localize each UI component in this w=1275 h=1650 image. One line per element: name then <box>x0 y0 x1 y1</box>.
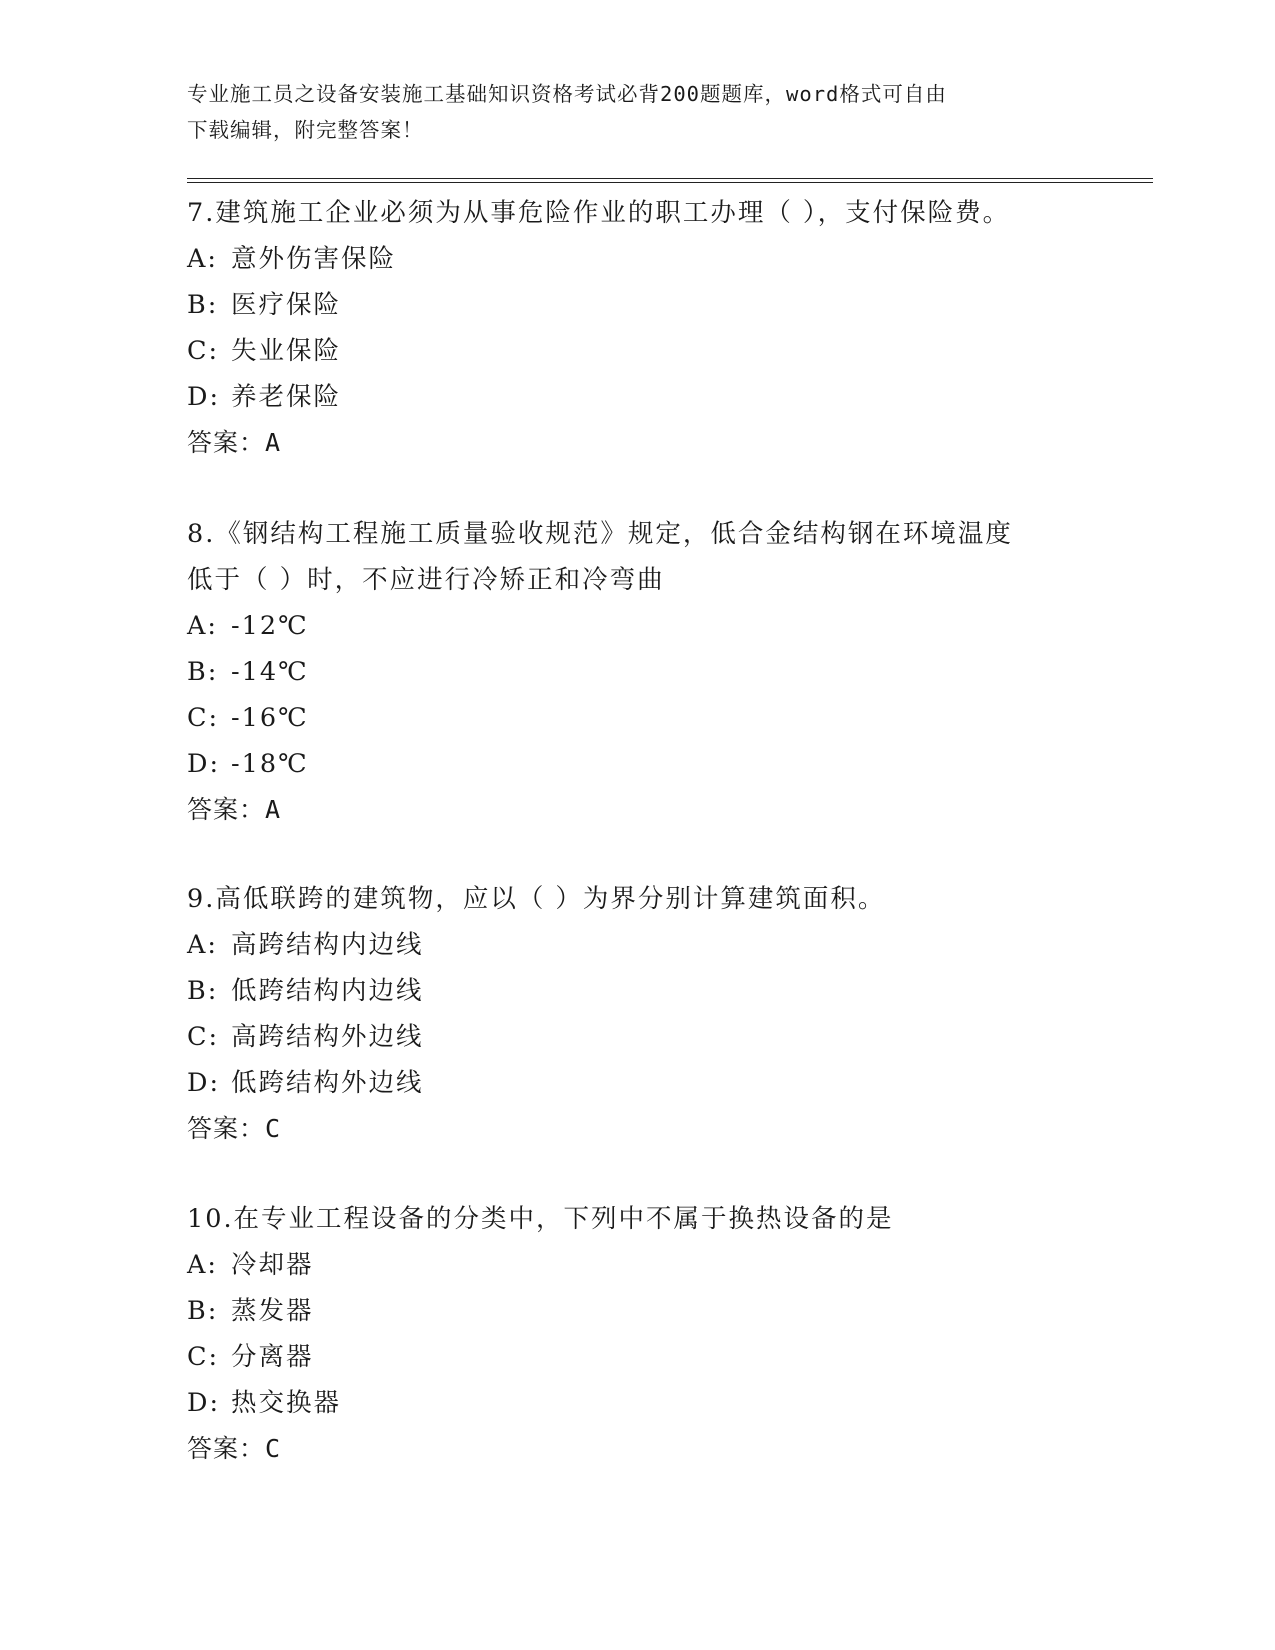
question-stem: 7.建筑施工企业必须为从事危险作业的职工办理（ ），支付保险费。 <box>187 198 1011 228</box>
option-text: -18℃ <box>231 749 309 779</box>
option-key: B: <box>187 290 219 320</box>
question-stem-line-2: 低于（ ）时，不应进行冷矫正和冷弯曲 <box>187 565 665 595</box>
option-key: B: <box>187 976 219 1006</box>
option-text: 低跨结构内边线 <box>231 976 424 1006</box>
option-text: 低跨结构外边线 <box>231 1068 424 1098</box>
header-divider-bottom <box>187 182 1153 183</box>
option-b <box>187 1288 1087 1334</box>
option-key: A: <box>187 930 219 960</box>
option-text: -14℃ <box>231 657 309 687</box>
question-7 <box>187 190 1087 466</box>
question-stem-line-1: 8.《钢结构工程施工质量验收规范》规定，低合金结构钢在环境温度 <box>187 519 1013 549</box>
option-text: 高跨结构外边线 <box>231 1022 424 1052</box>
question-stem: 9.高低联跨的建筑物，应以（ ）为界分别计算建筑面积。 <box>187 884 886 914</box>
option-b <box>187 282 1087 328</box>
option-text: 高跨结构内边线 <box>231 930 424 960</box>
question-10 <box>187 1196 1087 1472</box>
option-c <box>187 1334 1087 1380</box>
option-key: D: <box>187 749 221 779</box>
header-divider-top <box>187 178 1153 179</box>
question-9 <box>187 876 1087 1152</box>
option-text: -12℃ <box>231 611 309 641</box>
option-text: 失业保险 <box>231 336 342 366</box>
option-text: 医疗保险 <box>231 290 342 320</box>
option-text: 热交换器 <box>231 1388 342 1418</box>
option-d <box>187 1380 1087 1426</box>
option-a <box>187 236 1087 282</box>
option-d <box>187 1060 1087 1106</box>
option-d <box>187 374 1087 420</box>
option-c <box>187 1014 1087 1060</box>
option-key: C: <box>187 703 220 733</box>
option-key: D: <box>187 1388 221 1418</box>
option-key: A: <box>187 611 219 641</box>
header-line-2: 下载编辑，附完整答案！ <box>187 118 424 142</box>
answer-label: 答案：C <box>187 1114 282 1143</box>
option-a <box>187 603 1087 649</box>
option-key: A: <box>187 1250 219 1280</box>
option-text: -16℃ <box>231 703 309 733</box>
answer-label: 答案：A <box>187 795 282 824</box>
option-d <box>187 741 1087 787</box>
option-key: B: <box>187 1296 219 1326</box>
option-b <box>187 649 1087 695</box>
option-c <box>187 695 1087 741</box>
option-key: D: <box>187 382 221 412</box>
question-8 <box>187 511 1087 833</box>
option-c <box>187 328 1087 374</box>
option-a <box>187 1242 1087 1288</box>
option-key: D: <box>187 1068 221 1098</box>
option-key: C: <box>187 1022 220 1052</box>
document-header <box>187 76 1087 148</box>
option-key: A: <box>187 244 219 274</box>
option-text: 分离器 <box>231 1342 314 1372</box>
header-line-1: 专业施工员之设备安装施工基础知识资格考试必背200题题库，word格式可自由 <box>187 82 947 106</box>
answer-label: 答案：A <box>187 428 282 457</box>
answer-label: 答案：C <box>187 1434 282 1463</box>
option-key: C: <box>187 336 220 366</box>
question-stem: 10.在专业工程设备的分类中，下列中不属于换热设备的是 <box>187 1204 894 1234</box>
option-text: 蒸发器 <box>231 1296 314 1326</box>
option-text: 冷却器 <box>231 1250 314 1280</box>
option-text: 意外伤害保险 <box>231 244 397 274</box>
option-text: 养老保险 <box>231 382 342 412</box>
option-key: C: <box>187 1342 220 1372</box>
option-b <box>187 968 1087 1014</box>
option-a <box>187 922 1087 968</box>
option-key: B: <box>187 657 219 687</box>
